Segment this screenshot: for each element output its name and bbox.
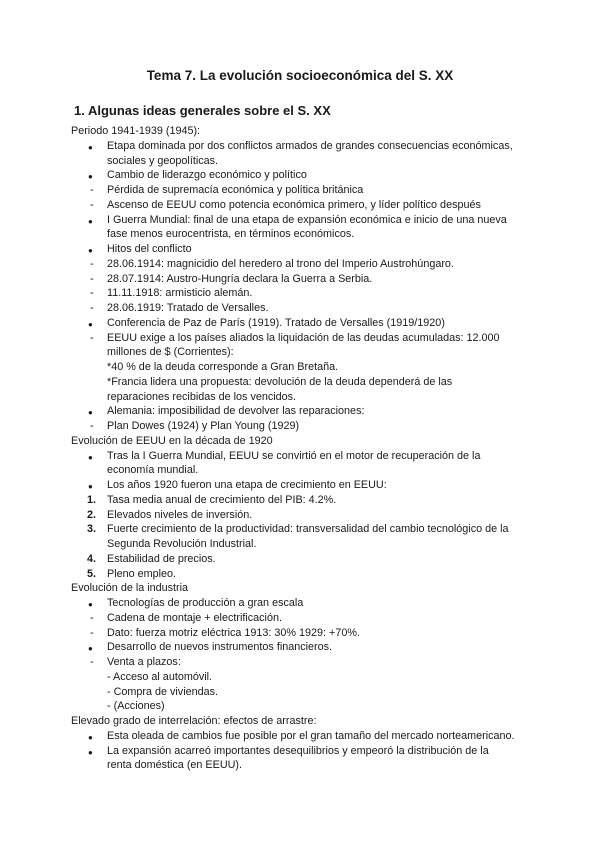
block3-text: - Acceso al automóvil. — [107, 670, 213, 683]
bullet-icon: ● — [88, 747, 93, 757]
block2-line — [87, 508, 253, 523]
dash-bullet-icon: - — [90, 611, 94, 624]
block1-line — [107, 390, 296, 405]
block2-line — [87, 493, 337, 508]
block2-text: economía mundial. — [107, 464, 199, 477]
block2-line — [88, 449, 481, 464]
section-interrelacion-label: Elevado grado de interrelación: efectos de arrastre: — [71, 715, 317, 727]
block1-text: Alemania: imposibilidad de devolver las reparaciones: — [107, 405, 365, 418]
block1-text: Plan Dowes (1924) y Plan Young (1929) — [107, 420, 300, 432]
block3-line — [88, 640, 333, 655]
dash-bullet-icon: - — [90, 331, 94, 344]
block1-line — [88, 316, 445, 331]
block3-line — [90, 655, 181, 670]
section-heading: 1. Algunas ideas generales sobre el S. XX — [74, 103, 331, 118]
bullet-icon: ● — [88, 142, 93, 152]
block1-text: 28.07.1914: Austro-Hungría declara la Guerra a Serbia. — [107, 272, 373, 285]
dash-bullet-icon: - — [90, 302, 94, 314]
block1-line — [107, 154, 218, 169]
block4-line — [88, 729, 515, 744]
block2-text: Fuerte crecimiento de la productividad: transversalidad del cambio tecnológico de la — [107, 523, 509, 536]
block2-text: Segunda Revolución Industrial. — [107, 538, 257, 550]
block3-text: Dato: fuerza motriz eléctrica 1913: 30% 1929: +70%. — [107, 626, 360, 639]
block1-text: Pérdida de supremacía económica y política británica — [107, 184, 364, 196]
block2-text: Estabilidad de precios. — [107, 552, 216, 565]
section-eeuu-label: Evolución de EEUU en la década de 1920 — [71, 434, 273, 447]
block2-line — [88, 478, 387, 493]
block1-text: fase menos eurocentrista, en términos económicos. — [107, 228, 355, 241]
block3-text: Tecnologías de producción a gran escala — [107, 597, 304, 609]
block1-text: 11.11.1918: armisticio alemán. — [107, 287, 253, 300]
periodo-label: Periodo 1941-1939 (1945): — [71, 125, 201, 137]
block1-line — [90, 257, 454, 272]
block1-line — [90, 183, 364, 198]
list-number: 4. — [87, 552, 97, 565]
bullet-icon: ● — [88, 319, 93, 329]
block1-text: Hitos del conflicto — [107, 243, 192, 255]
bullet-icon: ● — [88, 644, 93, 654]
section-industria-label: Evolución de la industria — [71, 582, 189, 595]
block3-text: - Compra de viviendas. — [107, 685, 219, 698]
block3-line — [90, 611, 282, 626]
block1-line — [88, 168, 307, 183]
block3-line — [88, 596, 304, 611]
page-title: Tema 7. La evolución socioeconómica del S. XX — [146, 68, 454, 83]
list-number: 3. — [87, 523, 97, 536]
block1-line — [88, 242, 192, 257]
dash-bullet-icon: - — [90, 257, 94, 270]
list-number: 5. — [87, 567, 97, 580]
bullet-icon: ● — [88, 216, 93, 226]
block4-text: La expansión acarreó importantes desequilibrios y empeoró la distribución de la — [107, 744, 489, 757]
bullet-icon: ● — [88, 600, 93, 609]
block1-text: Cambio de liderazgo económico y político — [107, 169, 307, 182]
block1-line — [88, 404, 365, 419]
block1-line — [107, 360, 338, 375]
block1-line — [90, 198, 481, 213]
block3-line — [90, 626, 360, 641]
block1-line — [88, 139, 513, 154]
block1-text: *40 % de la deuda corresponde a Gran Bretaña. — [107, 361, 339, 373]
dash-bullet-icon: - — [90, 656, 94, 668]
bullet-icon: ● — [88, 246, 93, 255]
block3-text: Desarrollo de nuevos instrumentos financieros. — [107, 641, 333, 654]
block3-line — [107, 699, 165, 714]
bullet-icon: ● — [88, 452, 93, 462]
block2-text: Elevados niveles de inversión. — [107, 508, 253, 521]
block3-line — [107, 685, 218, 700]
block1-line — [90, 286, 253, 301]
block4-text: renta doméstica (en EEUU). — [107, 759, 243, 772]
bullet-icon: ● — [88, 172, 93, 182]
block1-text: Etapa dominada por dos conflictos armados de grandes consecuencias económicas, — [107, 139, 513, 152]
block2-line — [87, 552, 216, 567]
block1-text: 28.06.1914: magnicidio del heredero al trono del Imperio Austrohúngaro. — [107, 257, 454, 270]
block1-line — [90, 301, 269, 316]
dash-bullet-icon: - — [90, 184, 94, 196]
block2-text: Los años 1920 fueron una etapa de crecimiento en EEUU: — [107, 479, 387, 491]
list-number: 2. — [87, 508, 97, 521]
dash-bullet-icon: - — [90, 287, 94, 300]
block2-line — [87, 522, 509, 537]
block4-line — [88, 744, 489, 759]
block2-line — [87, 567, 177, 582]
bullet-icon: ● — [88, 482, 93, 491]
block2-text: Pleno empleo. — [107, 567, 177, 580]
block3-text: Cadena de montaje + electrificación. — [107, 611, 282, 624]
block3-text: - (Acciones) — [107, 700, 165, 713]
block2-text: Tasa media anual de crecimiento del PIB: 4.2%. — [107, 493, 337, 506]
block1-text: millones de $ (Corrientes): — [107, 346, 234, 359]
block3-line — [107, 670, 212, 685]
block2-line — [107, 463, 198, 478]
block1-line — [88, 213, 507, 228]
bullet-icon: ● — [88, 732, 93, 742]
dash-bullet-icon: - — [90, 626, 94, 639]
block1-text: reparaciones recibidas de los vencidos. — [107, 390, 297, 403]
block1-text: 28.06.1919: Tratado de Versalles. — [107, 302, 269, 314]
block1-line — [107, 345, 234, 360]
dash-bullet-icon: - — [90, 420, 94, 432]
block1-line — [90, 419, 300, 434]
block1-text: Conferencia de Paz de París (1919). Tratado de Versalles (1919/1920) — [107, 316, 445, 329]
block4-text: Esta oleada de cambios fue posible por el gran tamaño del mercado norteamericano. — [107, 729, 515, 742]
block1-line — [107, 227, 354, 242]
dash-bullet-icon: - — [90, 272, 94, 285]
block1-line — [90, 272, 373, 287]
block1-text: I Guerra Mundial: final de una etapa de expansión económica e inicio de una nueva — [107, 213, 507, 226]
block3-text: Venta a plazos: — [107, 656, 181, 668]
list-number: 1. — [87, 493, 97, 506]
block1-text: EEUU exige a los países aliados la liquidación de las deudas acumuladas: 12.000 — [107, 331, 500, 344]
block1-text: Ascenso de EEUU como potencia económica primero, y líder político después — [107, 198, 481, 211]
block2-line — [107, 537, 256, 552]
block1-text: *Francia lidera una propuesta: devolución de la deuda dependerá de las — [107, 375, 453, 388]
block1-line — [90, 331, 500, 346]
dash-bullet-icon: - — [90, 198, 94, 211]
block1-text: sociales y geopolíticas. — [107, 154, 219, 167]
block4-line — [107, 758, 242, 773]
block1-line — [107, 375, 452, 390]
block2-text: Tras la I Guerra Mundial, EEUU se convirtió en el motor de recuperación de la — [107, 449, 481, 462]
bullet-icon: ● — [88, 408, 93, 418]
